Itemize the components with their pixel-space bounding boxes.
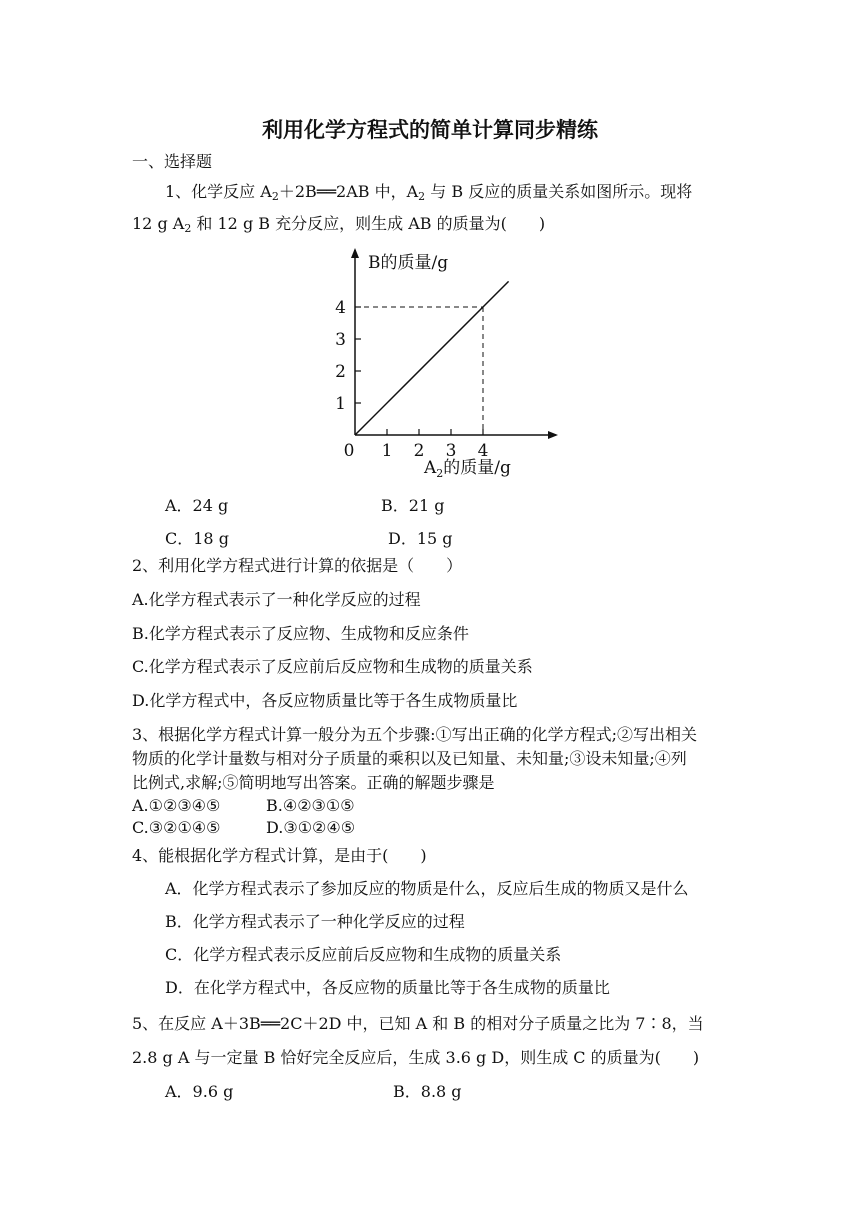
q2-stem: 2、利用化学方程式进行计算的依据是（ ） bbox=[132, 556, 463, 575]
series-line bbox=[355, 281, 509, 435]
q2-option-b: B.化学方程式表示了反应物、生成物和反应条件 bbox=[132, 624, 469, 643]
x-axis-title-rest: 的质量/g bbox=[443, 458, 511, 478]
y-tick-label: 4 bbox=[335, 298, 346, 318]
q3-option-c: C.③②①④⑤ bbox=[132, 818, 221, 837]
mass-relation-chart bbox=[326, 244, 566, 480]
y-tick-label: 1 bbox=[335, 394, 346, 414]
q1-text-c: 与 B 反应的质量关系如图所示。现将 bbox=[425, 182, 693, 201]
q3-option-d: D.③①②④⑤ bbox=[266, 818, 356, 837]
q1-sub-3: 2 bbox=[184, 222, 192, 235]
q1-option-b: B．21 g bbox=[381, 496, 445, 515]
q2-option-a: A.化学方程式表示了一种化学反应的过程 bbox=[132, 590, 421, 609]
q5-option-a: A．9.6 g bbox=[165, 1082, 234, 1101]
q1-option-d: D．15 g bbox=[388, 529, 453, 548]
q4-option-d: D．在化学方程式中，各反应物的质量比等于各生成物的质量比 bbox=[165, 978, 610, 997]
q5-option-b: B．8.8 g bbox=[393, 1082, 462, 1101]
q1-option-a: A．24 g bbox=[165, 496, 229, 515]
q3-option-a: A.①②③④⑤ bbox=[132, 796, 221, 815]
q1-stem-line1 bbox=[165, 182, 692, 202]
q3-stem-line2: 物质的化学计量数与相对分子质量的乘积以及已知量、未知量;③设未知量;④列 bbox=[132, 749, 687, 768]
q1-sub-2: 2 bbox=[418, 190, 426, 203]
x-axis-title-sub: 2 bbox=[436, 467, 444, 480]
q1-stem-line2 bbox=[132, 214, 545, 234]
x-tick-label: 3 bbox=[445, 441, 457, 461]
q1-sub-1: 2 bbox=[271, 190, 279, 203]
x-tick-label: 4 bbox=[477, 441, 489, 461]
q3-stem-line3: 比例式,求解;⑤简明地写出答案。正确的解题步骤是 bbox=[132, 773, 495, 792]
x-axis-title bbox=[423, 458, 511, 480]
q4-option-b: B．化学方程式表示了一种化学反应的过程 bbox=[165, 912, 465, 931]
y-tick-label: 2 bbox=[335, 362, 346, 382]
q2-option-d: D.化学方程式中，各反应物质量比等于各生成物质量比 bbox=[132, 691, 518, 710]
x-tick-label: 2 bbox=[413, 441, 425, 461]
q5-stem-line1: 5、在反应 A＋3B══2C＋2D 中，已知 A 和 B 的相对分子质量之比为 7∶8，当 bbox=[132, 1014, 704, 1033]
section-heading: 一、选择题 bbox=[132, 152, 213, 171]
q1-text-d: 12 g A bbox=[132, 214, 185, 233]
q3-stem-line1: 3、根据化学方程式计算一般分为五个步骤:①写出正确的化学方程式;②写出相关 bbox=[132, 725, 697, 744]
q1-text-a: 1、化学反应 A bbox=[165, 182, 272, 201]
q4-option-c: C．化学方程式表示反应前后反应物和生成物的质量关系 bbox=[165, 945, 562, 964]
q5-stem-line2: 2.8 g A 与一定量 B 恰好完全反应后，生成 3.6 g D，则生成 C 的质量为( ) bbox=[132, 1048, 700, 1067]
q1-text-e: 和 12 g B 充分反应，则生成 AB 的质量为( ) bbox=[191, 214, 546, 233]
y-tick-label: 3 bbox=[335, 330, 346, 350]
q1-option-c: C．18 g bbox=[165, 529, 229, 548]
q4-option-a: A．化学方程式表示了参加反应的物质是什么，反应后生成的物质又是什么 bbox=[165, 879, 689, 898]
q1-text-b: ＋2B══2AB 中，A bbox=[278, 182, 419, 201]
x-axis-title-a: A bbox=[424, 458, 437, 478]
page-title: 利用化学方程式的简单计算同步精练 bbox=[262, 118, 598, 142]
x-tick-label: 0 bbox=[343, 441, 355, 461]
q4-stem: 4、能根据化学方程式计算，是由于( ) bbox=[132, 846, 427, 865]
q2-option-c: C.化学方程式表示了反应前后反应物和生成物的质量关系 bbox=[132, 657, 533, 676]
y-axis-title: B的质量/g bbox=[368, 253, 449, 273]
x-tick-label: 1 bbox=[381, 441, 393, 461]
q3-option-b: B.④②③①⑤ bbox=[266, 796, 355, 815]
